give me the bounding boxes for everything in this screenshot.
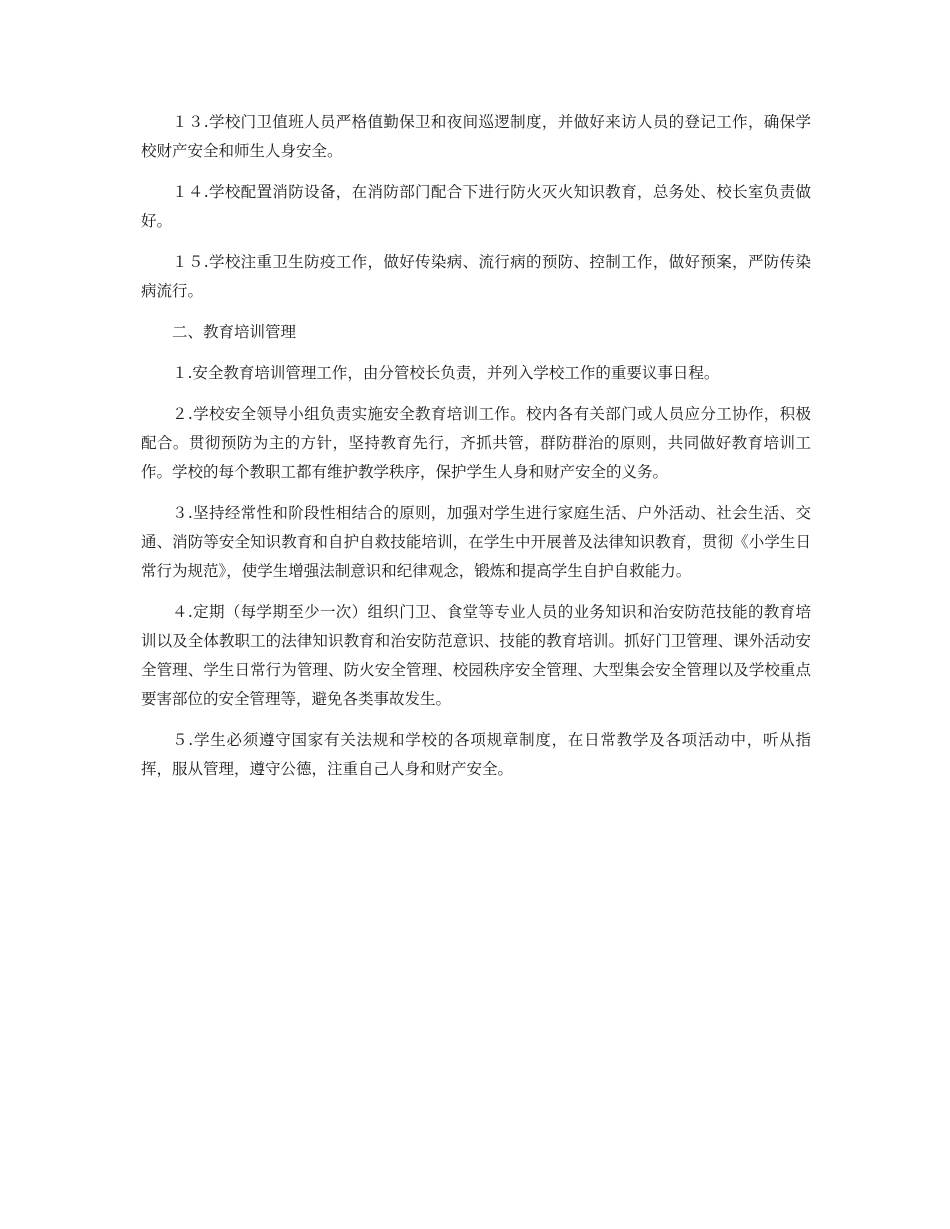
paragraph-14: １４.学校配置消防设备，在消防部门配合下进行防火灭火知识教育，总务处、校长室负责做好。 bbox=[141, 183, 811, 230]
paragraph-15: １５.学校注重卫生防疫工作，做好传染病、流行病的预防、控制工作，做好预案，严防传染病流行。 bbox=[141, 253, 811, 300]
section-paragraph-1: １.安全教育培训管理工作，由分管校长负责，并列入学校工作的重要议事日程。 bbox=[172, 364, 720, 382]
section-paragraph-4: ４.定期（每学期至少一次）组织门卫、食堂等专业人员的业务知识和治安防范技能的教育培训以及全体教职工的法律知识教育和治安防范意识、技能的教育培训。抓好门卫管理、课外活动安全管理、学生日常行为管理、防火安全管理、校园秩序安全管理、大型集会安全管理以及学校重点要害部位的安全管理等，避免各类事故发生。 bbox=[141, 603, 811, 708]
paragraph-13: １３.学校门卫值班人员严格值勤保卫和夜间巡逻制度，并做好来访人员的登记工作，确保学校财产安全和师生人身安全。 bbox=[141, 113, 811, 160]
section-paragraph-3: ３.坚持经常性和阶段性相结合的原则，加强对学生进行家庭生活、户外活动、社会生活、交通、消防等安全知识教育和自护自救技能培训，在学生中开展普及法律知识教育，贯彻《小学生日常行为规范》，使学生增强法制意识和纪律观念，锻炼和提高学生自护自救能力。 bbox=[141, 504, 811, 580]
document-body bbox=[141, 108, 811, 796]
section-paragraph-5: ５.学生必须遵守国家有关法规和学校的各项规章制度，在日常教学及各项活动中，听从指挥，服从管理，遵守公德，注重自己人身和财产安全。 bbox=[141, 731, 811, 778]
section-heading: 二、教育培训管理 bbox=[172, 323, 297, 341]
section-paragraph-2: ２.学校安全领导小组负责实施安全教育培训工作。校内各有关部门或人员应分工协作，积极配合。贯彻预防为主的方针，坚持教育先行，齐抓共管，群防群治的原则，共同做好教育培训工作。学校的每个教职工都有维护教学秩序，保护学生人身和财产安全的义务。 bbox=[141, 405, 811, 481]
